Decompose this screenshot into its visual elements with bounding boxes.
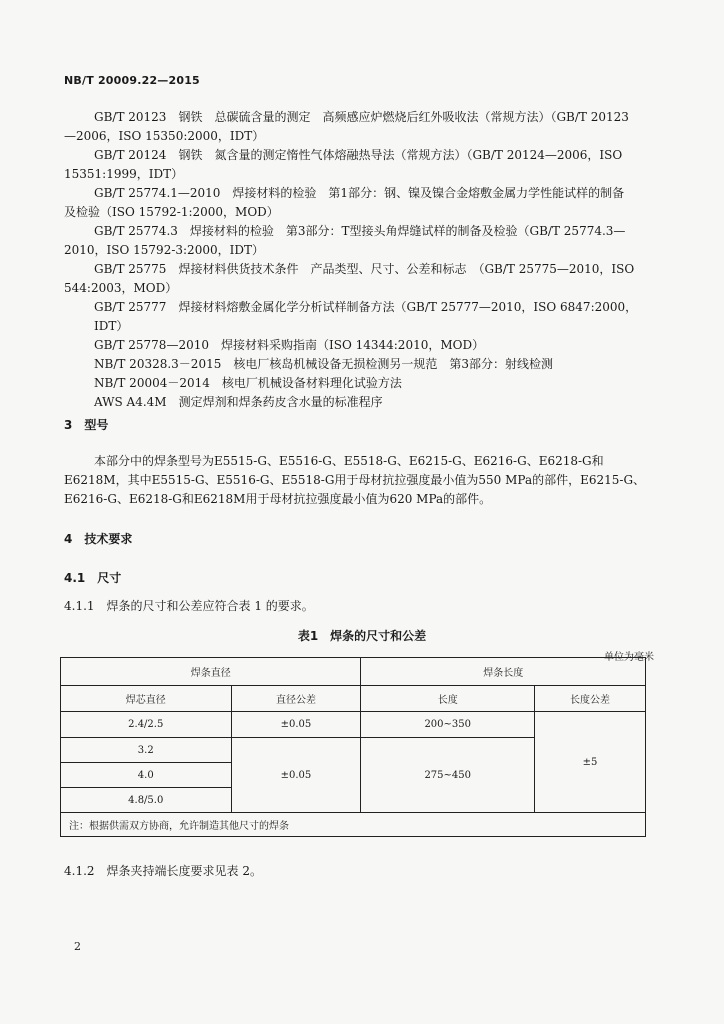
header-diameter-tolerance: 直径公差 [231,686,361,712]
reference-item: GB/T 25774.1—2010 焊接材料的检验 第1部分：钢、镍及镍合金熔敷金属力学性能试样的制备 及检验（ISO 15792-1:2000，MOD） [64,186,625,219]
cell-core-diameter: 3.2 [61,738,232,763]
reference-item: GB/T 25775 焊接材料供货技术条件 产品类型、尺寸、公差和标志 （GB/T 25775—2010，ISO 544:2003，MOD） [64,262,635,295]
table-1-note: 注：根据供需双方协商，允许制造其他尺寸的焊条 [61,813,646,837]
header-length: 长度 [361,686,535,712]
cell-length: 200~350 [361,712,535,738]
header-core-diameter: 焊芯直径 [61,686,232,712]
reference-item: NB/T 20004－2014 核电厂机械设备材料理化试验方法 [94,376,402,390]
cell-diameter-tolerance: ±0.05 [231,738,361,813]
header-length-tolerance: 长度公差 [535,686,646,712]
section-3-heading: 3 型号 [64,418,109,432]
cell-length-tolerance: ±5 [535,712,646,813]
reference-item: GB/T 20124 钢铁 氮含量的测定惰性气体熔融热导法（常规方法）（GB/T 20124—2006，ISO 15351:1999，IDT） [64,148,623,181]
section-3-paragraph: 本部分中的焊条型号为E5515-G、E5516-G、E5518-G、E6215-G、E6216-G、E6218-G和E6218M，其中E5515-G、E5516-G、E5518-G用于母材抗拉强度最小值为550 MPa的部件，E6215-G、E6216-G、E6218-G和E6218M用于母材抗拉强度最小值为620 MPa的部件。 [64,454,646,506]
section-4-heading: 4 技术要求 [64,532,133,546]
reference-item: GB/T 25777 焊接材料熔敷金属化学分析试样制备方法（GB/T 25777—2010，ISO 6847:2000，IDT） [94,300,638,333]
table-1-unit: 单位为毫米 [604,652,654,663]
cell-core-diameter: 4.8/5.0 [61,788,232,813]
header-electrode-length: 焊条长度 [361,658,646,686]
normative-references-list [64,108,658,412]
cell-length: 275~450 [361,738,535,813]
reference-item: GB/T 25774.3 焊接材料的检验 第3部分：T型接头角焊缝试样的制备及检验（GB/T 25774.3— 2010，ISO 15792-3:2000，IDT） [64,224,626,257]
header-electrode-diameter: 焊条直径 [61,658,361,686]
cell-core-diameter: 4.0 [61,763,232,788]
cell-core-diameter: 2.4/2.5 [61,712,232,738]
standard-number-header: NB/T 20009.22—2015 [64,74,200,87]
section-4-1-heading: 4.1 尺寸 [64,571,122,585]
clause-4-1-1: 4.1.1 焊条的尺寸和公差应符合表 1 的要求。 [64,599,314,613]
page-number: 2 [74,940,81,953]
reference-item: AWS A4.4M 测定焊剂和焊条药皮含水量的标准程序 [94,395,383,409]
table-1 [60,657,646,837]
reference-item: GB/T 25778—2010 焊接材料采购指南（ISO 14344:2010，MOD） [94,338,485,352]
table-1-caption: 表1 焊条的尺寸和公差 [297,629,427,643]
cell-diameter-tolerance: ±0.05 [231,712,361,738]
clause-4-1-2: 4.1.2 焊条夹持端长度要求见表 2。 [64,864,262,878]
reference-item: NB/T 20328.3－2015 核电厂核岛机械设备无损检测另一规范 第3部分：射线检测 [94,357,553,371]
reference-item: GB/T 20123 钢铁 总碳硫含量的测定 高频感应炉燃烧后红外吸收法（常规方法）（GB/T 20123 —2006，ISO 15350:2000，IDT） [64,110,629,143]
